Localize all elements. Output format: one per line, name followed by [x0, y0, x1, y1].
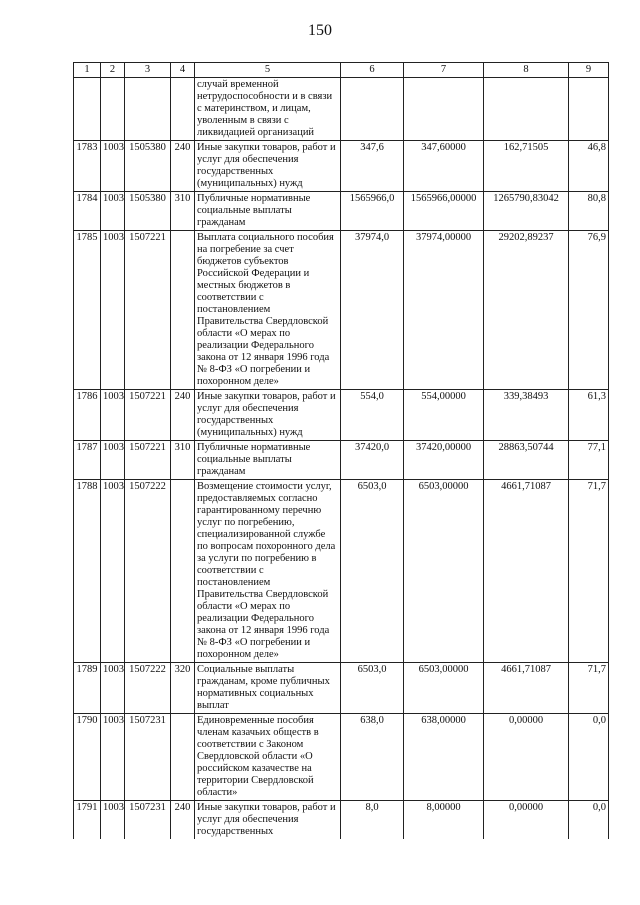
- column-header: 9: [569, 63, 609, 78]
- row-percent: 77,1: [569, 441, 609, 480]
- row-plan-amount: 554,0: [341, 390, 404, 441]
- row-kind-code: 240: [171, 141, 195, 192]
- row-actual-amount: 0,00000: [484, 801, 569, 840]
- column-header: 6: [341, 63, 404, 78]
- row-target-code: 1507222: [125, 663, 171, 714]
- row-revised-amount: 37420,00000: [404, 441, 484, 480]
- row-percent: 0,0: [569, 801, 609, 840]
- column-header: 1: [74, 63, 101, 78]
- row-percent: 71,7: [569, 480, 609, 663]
- table-row: [74, 390, 609, 441]
- row-section-code: 1003: [101, 231, 125, 390]
- row-number: 1783: [74, 141, 101, 192]
- row-revised-amount: 554,00000: [404, 390, 484, 441]
- row-target-code: 1507222: [125, 480, 171, 663]
- row-plan-amount: 37974,0: [341, 231, 404, 390]
- row-actual-amount: 162,71505: [484, 141, 569, 192]
- row-target-code: 1505380: [125, 192, 171, 231]
- row-description: Иные закупки товаров, работ и услуг для обеспечения государственных: [195, 801, 341, 840]
- row-revised-amount: 8,00000: [404, 801, 484, 840]
- column-header: 8: [484, 63, 569, 78]
- row-revised-amount: 37974,00000: [404, 231, 484, 390]
- row-percent: 61,3: [569, 390, 609, 441]
- row-number: 1784: [74, 192, 101, 231]
- row-description: Публичные нормативные социальные выплаты гражданам: [195, 441, 341, 480]
- row-number: 1788: [74, 480, 101, 663]
- row-number: 1786: [74, 390, 101, 441]
- row-plan-amount: 8,0: [341, 801, 404, 840]
- row-target-code: 1507231: [125, 801, 171, 840]
- row-description: Публичные нормативные социальные выплаты гражданам: [195, 192, 341, 231]
- row-description: Возмещение стоимости услуг, предоставляемых согласно гарантированному перечню услуг по погребению, специализированной службе по вопросам похоронного дела за услуги по погребению в соответствии с постановлением Правительства Свердловской области «О мерах по реализации Федерального закона от 12 января 1996 года № 8-ФЗ «О погребении и похоронном деле»: [195, 480, 341, 663]
- column-header: 4: [171, 63, 195, 78]
- row-revised-amount: 347,60000: [404, 141, 484, 192]
- row-percent: 71,7: [569, 663, 609, 714]
- row-section-code: 1003: [101, 480, 125, 663]
- row-number: 1791: [74, 801, 101, 840]
- row-revised-amount: 638,00000: [404, 714, 484, 801]
- row-target-code: 1507221: [125, 231, 171, 390]
- row-number: 1787: [74, 441, 101, 480]
- row-description: случай временной нетрудоспособности и в связи с материнством, и лицам, уволенным в связи с ликвидацией организаций: [195, 78, 341, 141]
- row-section-code: 1003: [101, 714, 125, 801]
- row-description: Иные закупки товаров, работ и услуг для обеспечения государственных (муниципальных) нужд: [195, 390, 341, 441]
- table-row: [74, 480, 609, 663]
- row-description: Иные закупки товаров, работ и услуг для обеспечения государственных (муниципальных) нужд: [195, 141, 341, 192]
- row-number: 1789: [74, 663, 101, 714]
- table-row: [74, 141, 609, 192]
- row-plan-amount: 37420,0: [341, 441, 404, 480]
- row-description: Социальные выплаты гражданам, кроме публичных нормативных социальных выплат: [195, 663, 341, 714]
- row-percent: 80,8: [569, 192, 609, 231]
- row-plan-amount: 1565966,0: [341, 192, 404, 231]
- row-description: Выплата социального пособия на погребение за счет бюджетов субъектов Российской Федерации и местных бюджетов в соответствии с постановлением Правительства Свердловской области «О мерах по реализации Федерального закона от 12 января 1996 года № 8-ФЗ «О погребении и похоронном деле»: [195, 231, 341, 390]
- column-header: 2: [101, 63, 125, 78]
- table-header: [74, 63, 609, 78]
- row-percent: 76,9: [569, 231, 609, 390]
- row-section-code: 1003: [101, 441, 125, 480]
- row-number: 1790: [74, 714, 101, 801]
- table-row: [74, 192, 609, 231]
- row-percent: 46,8: [569, 141, 609, 192]
- row-revised-amount: 6503,00000: [404, 480, 484, 663]
- row-kind-code: 240: [171, 801, 195, 840]
- table-row: [74, 714, 609, 801]
- column-header: 3: [125, 63, 171, 78]
- row-actual-amount: 0,00000: [484, 714, 569, 801]
- row-actual-amount: 1265790,83042: [484, 192, 569, 231]
- table-row: [74, 441, 609, 480]
- row-section-code: 1003: [101, 192, 125, 231]
- column-header: 7: [404, 63, 484, 78]
- row-actual-amount: 4661,71087: [484, 480, 569, 663]
- row-section-code: 1003: [101, 390, 125, 441]
- row-kind-code: [171, 231, 195, 390]
- row-kind-code: 310: [171, 192, 195, 231]
- table-row: [74, 801, 609, 840]
- row-actual-amount: 28863,50744: [484, 441, 569, 480]
- row-number: 1785: [74, 231, 101, 390]
- row-plan-amount: 347,6: [341, 141, 404, 192]
- table-row-continuation: [74, 78, 609, 141]
- row-kind-code: 320: [171, 663, 195, 714]
- row-target-code: 1507221: [125, 441, 171, 480]
- table-body: [74, 78, 609, 840]
- table-row: [74, 663, 609, 714]
- page-number: 150: [308, 22, 332, 39]
- row-kind-code: 310: [171, 441, 195, 480]
- row-kind-code: [171, 714, 195, 801]
- row-section-code: 1003: [101, 663, 125, 714]
- row-plan-amount: 6503,0: [341, 663, 404, 714]
- row-actual-amount: 29202,89237: [484, 231, 569, 390]
- row-actual-amount: 339,38493: [484, 390, 569, 441]
- row-target-code: 1507221: [125, 390, 171, 441]
- row-kind-code: [171, 480, 195, 663]
- row-section-code: 1003: [101, 141, 125, 192]
- budget-table: [73, 62, 609, 839]
- row-section-code: 1003: [101, 801, 125, 840]
- column-header: 5: [195, 63, 341, 78]
- row-plan-amount: 638,0: [341, 714, 404, 801]
- row-actual-amount: 4661,71087: [484, 663, 569, 714]
- row-revised-amount: 1565966,00000: [404, 192, 484, 231]
- table-row: [74, 231, 609, 390]
- row-description: Единовременные пособия членам казачьих обществ в соответствии с Законом Свердловской области «О российском казачестве на территории Свердловской области»: [195, 714, 341, 801]
- row-plan-amount: 6503,0: [341, 480, 404, 663]
- row-target-code: 1507231: [125, 714, 171, 801]
- row-kind-code: 240: [171, 390, 195, 441]
- row-percent: 0,0: [569, 714, 609, 801]
- row-target-code: 1505380: [125, 141, 171, 192]
- row-revised-amount: 6503,00000: [404, 663, 484, 714]
